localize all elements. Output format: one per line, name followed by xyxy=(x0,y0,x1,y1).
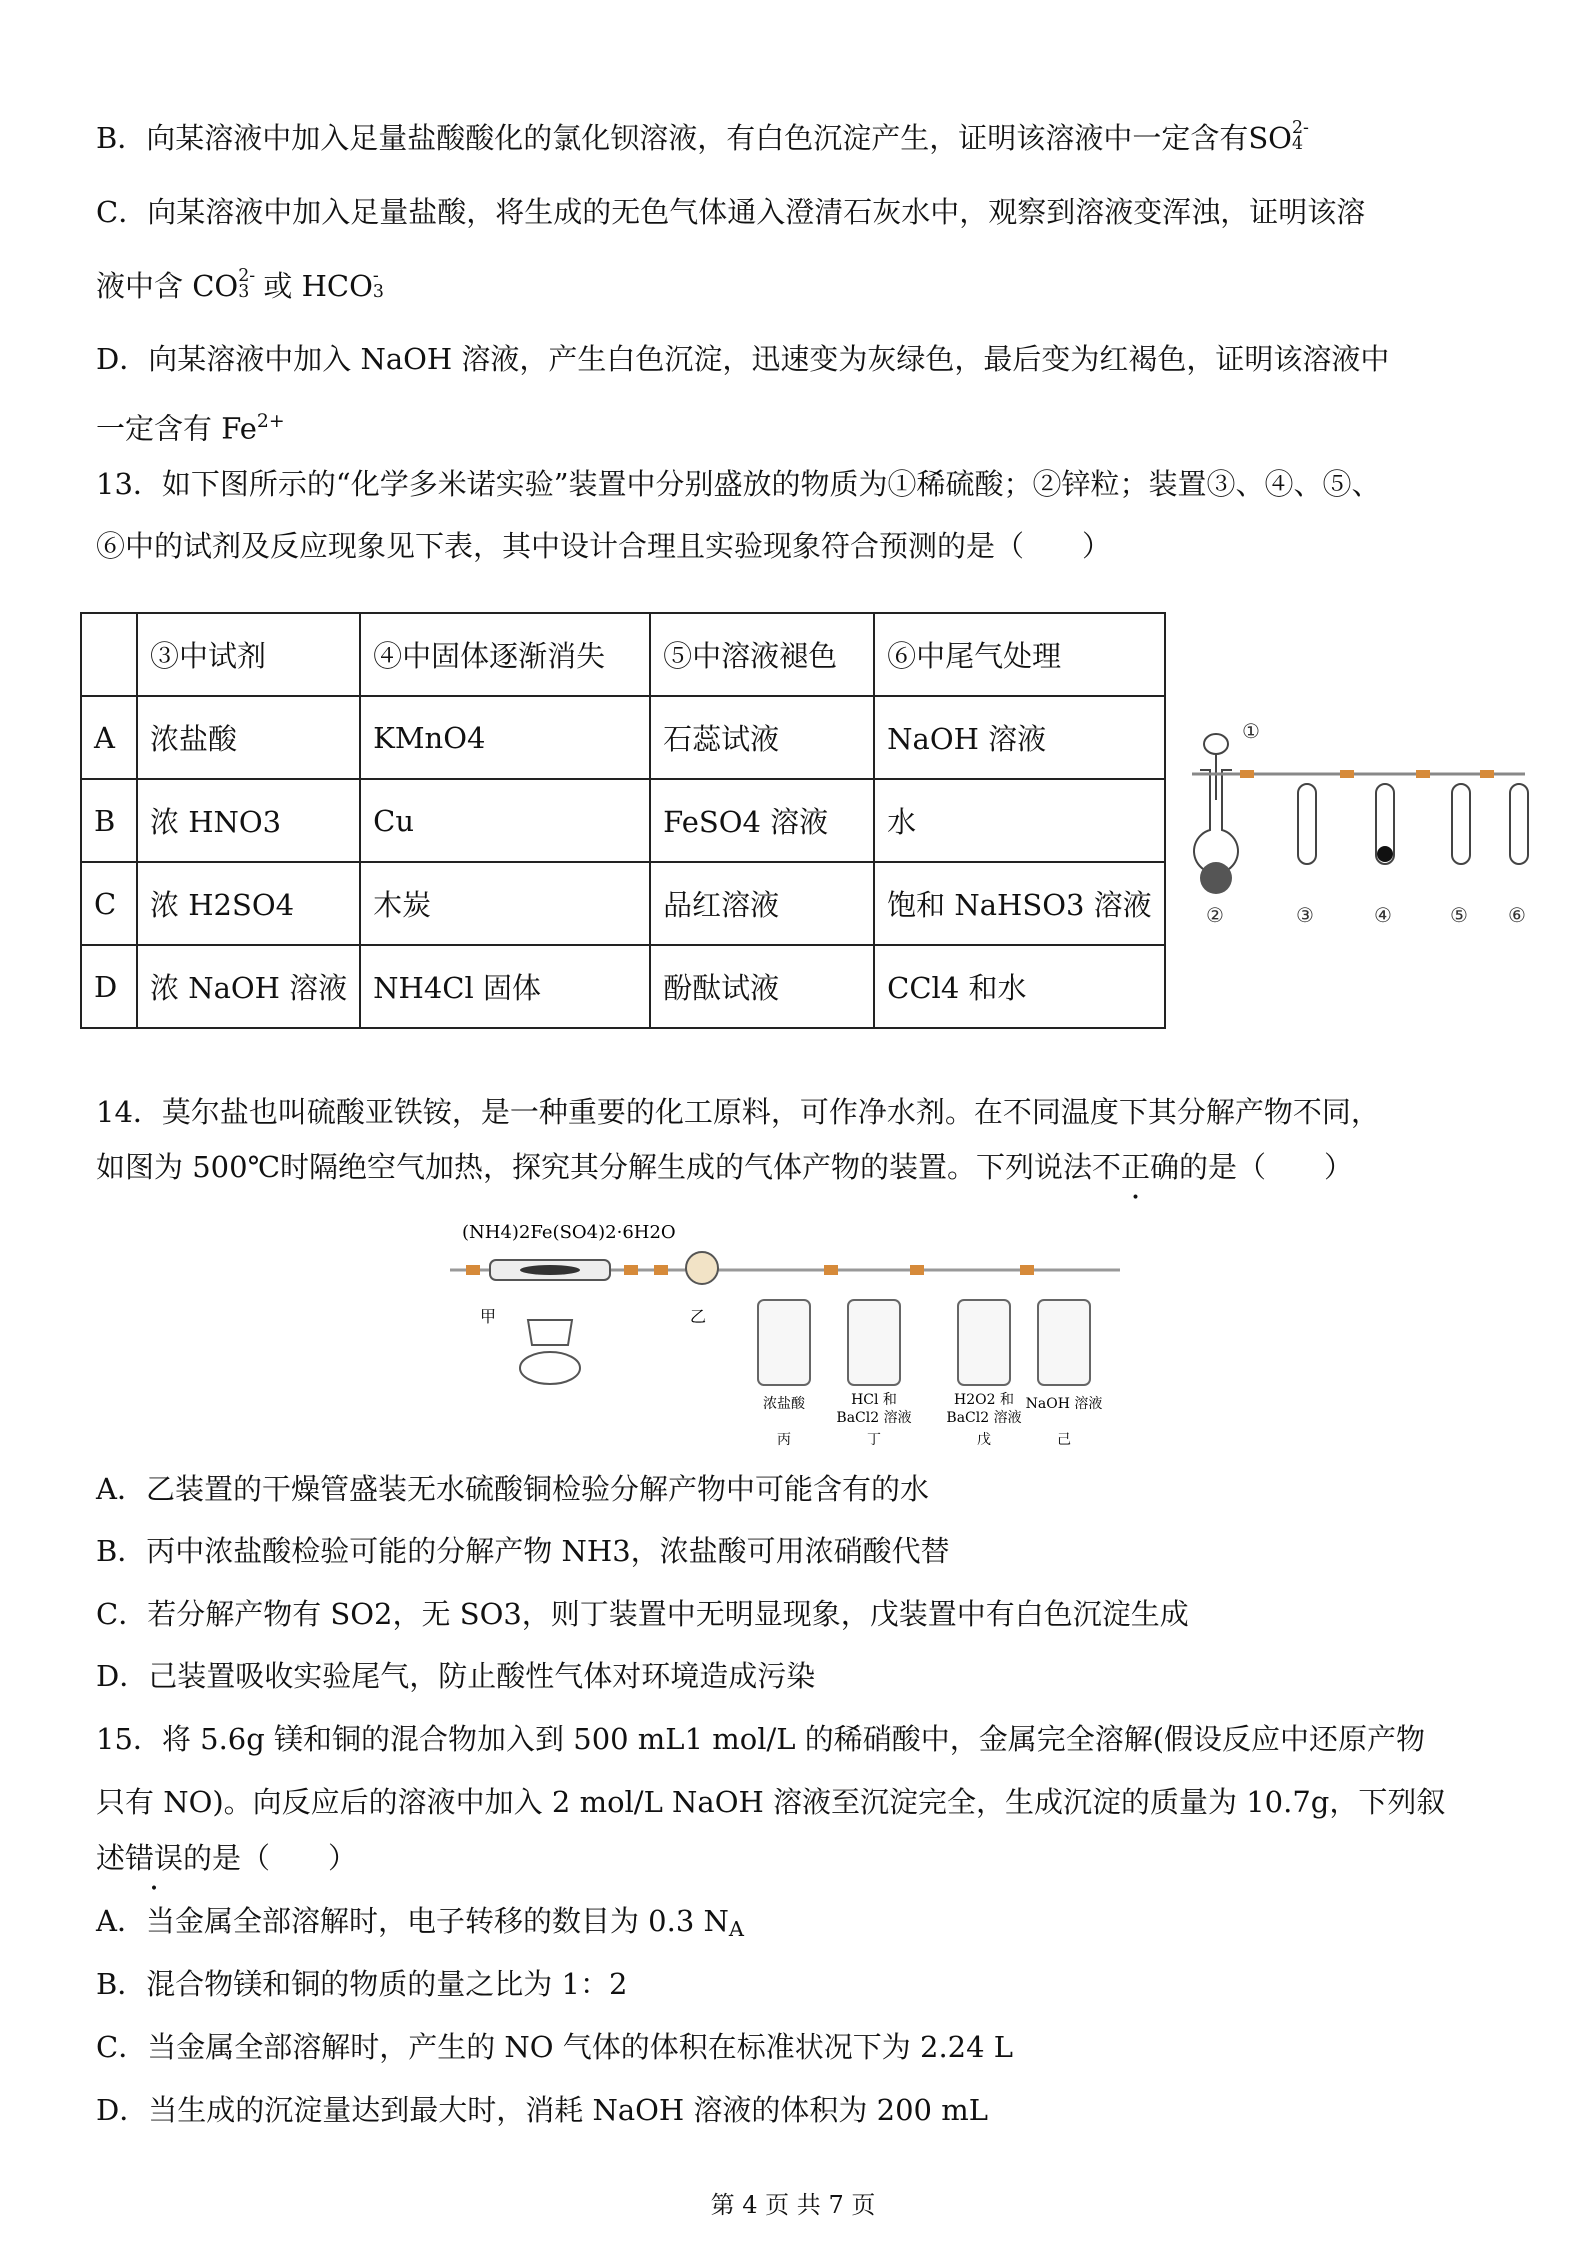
table-header-cell: ⑤中溶液褪色 xyxy=(650,613,874,696)
table-header-cell: ③中试剂 xyxy=(137,613,360,696)
q13-stem-line2: ⑥中的试剂及反应现象见下表，其中设计合理且实验现象符合预测的是（ ） xyxy=(96,529,1112,563)
fig-formula: (NH4)2Fe(SO4)2·6H2O xyxy=(462,1222,676,1243)
table-cell: 饱和 NaHSO3 溶液 xyxy=(874,862,1164,945)
fig-label-5: ⑤ xyxy=(1450,903,1468,927)
q15-stem-line1: 15．将 5.6g 镁和铜的混合物加入到 500 mL1 mol/L 的稀硝酸中，金属完全溶解(假设反应中还原产物 xyxy=(96,1722,1426,1756)
q14-option-a: A．乙装置的干燥管盛装无水硫酸铜检验分解产物中可能含有的水 xyxy=(96,1472,929,1506)
table-cell: 石蕊试液 xyxy=(650,696,874,779)
table-cell: 木炭 xyxy=(360,862,650,945)
q15-option-c: C．当金属全部溶解时，产生的 NO 气体的体积在标准状况下为 2.24 L xyxy=(96,2030,1014,2064)
q14-stem-line2 xyxy=(96,1147,1353,1187)
table-cell: B xyxy=(81,779,137,862)
table-header-row xyxy=(81,613,1165,696)
emphasis-incorrect: 错误 xyxy=(125,1841,184,1875)
table-cell: 浓 HNO3 xyxy=(137,779,360,862)
fig-label-2: ② xyxy=(1206,903,1224,927)
test-tube-5 xyxy=(1452,784,1470,864)
q12-option-d-line2 xyxy=(96,402,285,448)
q14-option-d: D．己装置吸收实验尾气，防止酸性气体对环境造成污染 xyxy=(96,1659,816,1693)
table-cell: 浓 H2SO4 xyxy=(137,862,360,945)
bottle-reagent: H2O2 和 xyxy=(954,1392,1014,1408)
q12-c-carbonate: 液中含 CO xyxy=(96,269,239,303)
bottle-wu xyxy=(958,1300,1010,1385)
table-cell: D xyxy=(81,945,137,1028)
sample-powder xyxy=(520,1265,580,1275)
table-row xyxy=(81,862,1165,945)
bottle-name: 丙 xyxy=(777,1432,791,1448)
fig-label-jia: 甲 xyxy=(480,1307,497,1326)
q15-option-b: B．混合物镁和铜的物质的量之比为 1：2 xyxy=(96,1967,628,2001)
q15-stem-end: 的是（ ） xyxy=(183,1841,358,1875)
q15-stem-text: 述 xyxy=(96,1841,126,1875)
fig-label-yi: 乙 xyxy=(690,1307,707,1326)
q12-option-c-line1: C．向某溶液中加入足量盐酸，将生成的无色气体通入澄清石灰水中，观察到溶液变浑浊，证明该溶 xyxy=(96,195,1366,229)
funnel-bulb xyxy=(1204,734,1228,754)
table-cell: 浓盐酸 xyxy=(137,696,360,779)
bottle-name: 己 xyxy=(1057,1432,1071,1448)
table-header-cell: ⑥中尾气处理 xyxy=(874,613,1164,696)
fig-label-3: ③ xyxy=(1296,903,1314,927)
q13-table xyxy=(80,612,1166,1029)
bottle-name: 丁 xyxy=(867,1432,881,1448)
q15-stem-line3 xyxy=(96,1838,357,1878)
page-footer: 第 4 页 共 7 页 xyxy=(710,2191,876,2219)
bottle-ding xyxy=(848,1300,900,1385)
bottle-reagent: 浓盐酸 xyxy=(763,1396,805,1412)
q15-option-a-text: A．当金属全部溶解时，电子转移的数目为 0.3 N xyxy=(96,1904,729,1938)
bottle-name: 戊 xyxy=(977,1432,991,1448)
q12-d-text: 一定含有 Fe xyxy=(96,411,257,446)
table-cell: C xyxy=(81,862,137,945)
q14-option-c: C．若分解产物有 SO2，无 SO3，则丁装置中无明显现象，戊装置中有白色沉淀生成 xyxy=(96,1597,1189,1631)
q15-stem-line2: 只有 NO)。向反应后的溶液中加入 2 mol/L NaOH 溶液至沉淀完全，生成沉淀的质量为 10.7g，下列叙 xyxy=(96,1785,1446,1819)
avogadro-subscript: A xyxy=(728,1917,744,1942)
bottle-reagent: HCl 和 xyxy=(851,1392,897,1408)
q14-stem-end: 的是（ ） xyxy=(1179,1150,1354,1184)
bottle-ji xyxy=(1038,1300,1090,1385)
test-tube-3 xyxy=(1298,784,1316,864)
q12-option-c-line2: 液中含 CO 2- 3 或 HCO - 3 xyxy=(96,266,384,303)
q13-stem-line1: 13．如下图所示的“化学多米诺实验”装置中分别盛放的物质为①稀硫酸；②锌粒；装置③、④、⑤、 xyxy=(96,467,1381,501)
bottle-reagent-2: BaCl2 溶液 xyxy=(946,1410,1022,1426)
q13-apparatus-figure xyxy=(1180,700,1540,930)
fig-label-6: ⑥ xyxy=(1508,903,1526,927)
fig-label-4: ④ xyxy=(1374,903,1392,927)
alcohol-lamp-icon xyxy=(528,1320,572,1345)
solid-in-tube-4 xyxy=(1377,846,1393,862)
table-cell: A xyxy=(81,696,137,779)
q14-apparatus-figure xyxy=(440,1210,1140,1450)
table-cell: KMnO4 xyxy=(360,696,650,779)
table-cell: NH4Cl 固体 xyxy=(360,945,650,1028)
q15-option-d: D．当生成的沉淀量达到最大时，消耗 NaOH 溶液的体积为 200 mL xyxy=(96,2093,988,2127)
bottle-bing xyxy=(758,1300,810,1385)
q12-c-bicarbonate: 或 HCO xyxy=(254,269,373,303)
table-header-cell: ④中固体逐渐消失 xyxy=(360,613,650,696)
q12-option-d-line1: D．向某溶液中加入 NaOH 溶液，产生白色沉淀，迅速变为灰绿色，最后变为红褐色，证明该溶液中 xyxy=(96,342,1390,376)
table-cell: CCl4 和水 xyxy=(874,945,1164,1028)
bottle-reagent-2: BaCl2 溶液 xyxy=(836,1410,912,1426)
table-header-cell xyxy=(81,613,137,696)
table-cell: 浓 NaOH 溶液 xyxy=(137,945,360,1028)
bottle-reagent: NaOH 溶液 xyxy=(1025,1396,1103,1412)
q15-option-a xyxy=(96,1901,744,1949)
fig-label-1: ① xyxy=(1242,719,1260,743)
table-row xyxy=(81,696,1165,779)
q14-stem-text: 如图为 500℃时隔绝空气加热，探究其分解生成的气体产物的装置。下列说法 xyxy=(96,1150,1093,1184)
table-cell: 酚酞试液 xyxy=(650,945,874,1028)
test-tube-6 xyxy=(1510,784,1528,864)
table-cell: Cu xyxy=(360,779,650,862)
zinc-granules xyxy=(1200,862,1232,894)
q12-option-b-text: B．向某溶液中加入足量盐酸酸化的氯化钡溶液，有白色沉淀产生，证明该溶液中一定含有SO xyxy=(96,121,1292,155)
table-row xyxy=(81,945,1165,1028)
drying-tube-bulb xyxy=(686,1252,718,1284)
table-cell: 水 xyxy=(874,779,1164,862)
fe-charge: 2+ xyxy=(256,411,285,432)
q14-option-b: B．丙中浓盐酸检验可能的分解产物 NH3，浓盐酸可用浓硝酸代替 xyxy=(96,1534,950,1568)
q14-stem-line1: 14．莫尔盐也叫硫酸亚铁铵，是一种重要的化工原料，可作净水剂。在不同温度下其分解产物不同， xyxy=(96,1095,1380,1129)
table-cell: 品红溶液 xyxy=(650,862,874,945)
q12-option-b: B．向某溶液中加入足量盐酸酸化的氯化钡溶液，有白色沉淀产生，证明该溶液中一定含有SO 2- 4 xyxy=(96,118,1309,155)
table-row xyxy=(81,779,1165,862)
table-cell: FeSO4 溶液 xyxy=(650,779,874,862)
table-cell: NaOH 溶液 xyxy=(874,696,1164,779)
emphasis-not-correct: 不正确 xyxy=(1092,1150,1180,1184)
